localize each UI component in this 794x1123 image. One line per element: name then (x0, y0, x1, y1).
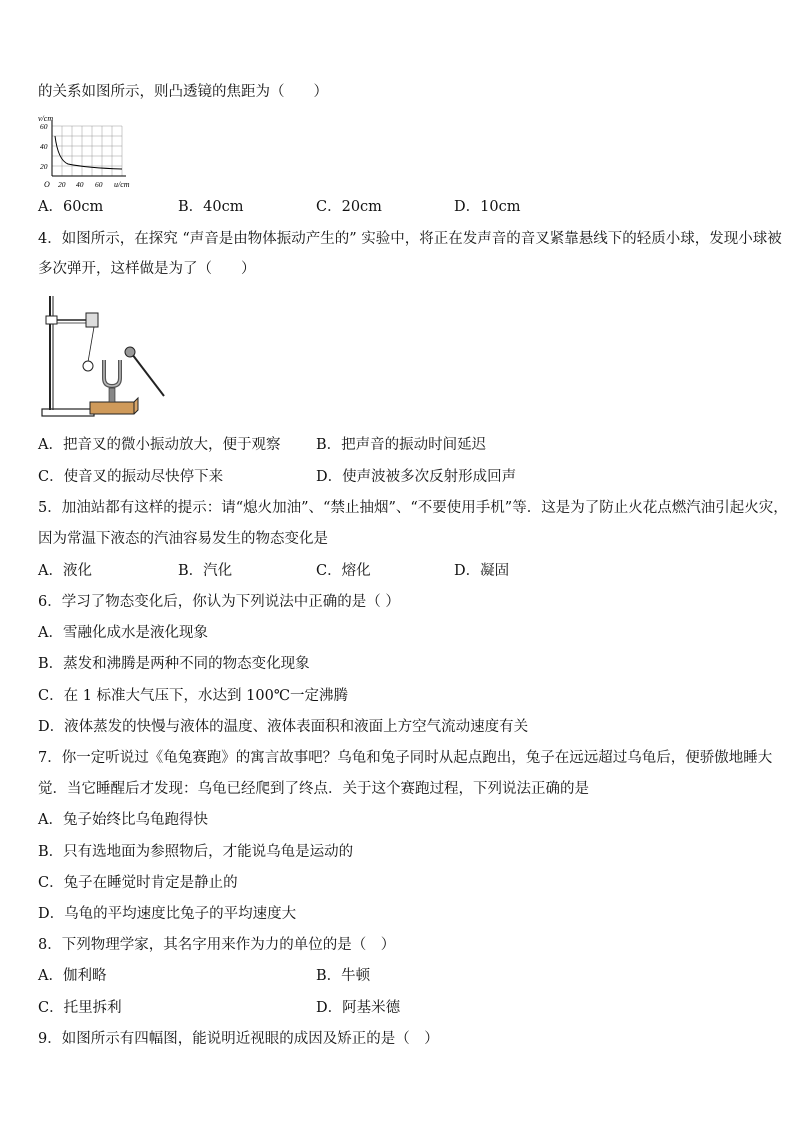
q4-stem-line2: 多次弹开，这样做是为了（ ） (38, 261, 256, 277)
q7-option-d[interactable]: D．乌龟的平均速度比兔子的平均速度大 (38, 906, 297, 922)
q5-option-c[interactable]: C．熔化 (316, 563, 371, 579)
q5-option-b[interactable]: B．汽化 (178, 563, 233, 579)
q3-option-c[interactable]: C．20cm (316, 199, 382, 215)
q6-option-c[interactable]: C．在 1 标准大气压下，水达到 100℃一定沸腾 (38, 688, 349, 704)
q3-graph-origin: O (44, 180, 50, 189)
q5-stem-line2: 因为常温下液态的汽油容易发生的物态变化是 (38, 531, 328, 547)
q7-option-b[interactable]: B．只有选地面为参照物后，才能说乌龟是运动的 (38, 844, 354, 860)
q7-stem-line1: 7．你一定听说过《龟兔赛跑》的寓言故事吧？乌龟和兔子同时从起点跑出，兔子在远远超过乌龟后，便骄傲地睡大 (38, 750, 773, 766)
q8-option-c[interactable]: C．托里拆利 (38, 1000, 122, 1016)
q7-option-a[interactable]: A．兔子始终比乌龟跑得快 (38, 812, 208, 828)
q3-graph-ytick-20: 20 (40, 162, 48, 171)
q4-option-c[interactable]: C．使音叉的振动尽快停下来 (38, 469, 224, 485)
q4-option-d[interactable]: D．使声波被多次反射形成回声 (316, 469, 517, 485)
q7-option-c[interactable]: C．兔子在睡觉时肯定是静止的 (38, 875, 238, 891)
q4-option-a[interactable]: A．把音叉的微小振动放大，便于观察 (38, 437, 281, 453)
q6-option-d[interactable]: D．液体蒸发的快慢与液体的温度、液体表面积和液面上方空气流动速度有关 (38, 719, 529, 735)
q5-option-a[interactable]: A．液化 (38, 563, 92, 579)
q3-graph-xtick-20: 20 (58, 180, 66, 189)
q3-graph-xtick-40: 40 (76, 180, 84, 189)
q5-stem-line1: 5．加油站都有这样的提示：请“熄火加油”、“禁止抽烟”、“不要使用手机”等．这是为了防止火花点燃汽油引起火灾， (38, 500, 788, 516)
q8-option-a[interactable]: A．伽利略 (38, 968, 107, 984)
q6-option-b[interactable]: B．蒸发和沸腾是两种不同的物态变化现象 (38, 656, 310, 672)
q3-option-d[interactable]: D．10cm (454, 199, 521, 215)
q3-graph-ylabel: v/cm (38, 114, 54, 123)
q3-graph-xtick-60: 60 (95, 180, 103, 189)
q6-stem: 6．学习了物态变化后，你认为下列说法中正确的是（ ） (38, 594, 400, 610)
q4-option-b[interactable]: B．把声音的振动时间延迟 (316, 437, 487, 453)
q3-option-b[interactable]: B．40cm (178, 199, 244, 215)
q3-graph-xlabel: u/cm (114, 180, 130, 189)
q7-stem-line2: 觉．当它睡醒后才发现：乌龟已经爬到了终点．关于这个赛跑过程，下列说法正确的是 (38, 781, 589, 797)
q3-stem: 的关系如图所示，则凸透镜的焦距为（ ） (38, 84, 328, 100)
q8-option-b[interactable]: B．牛顿 (316, 968, 371, 984)
q8-option-d[interactable]: D．阿基米德 (316, 1000, 401, 1016)
q4-ball (83, 361, 93, 371)
q4-tuning-fork-figure (38, 290, 168, 420)
q9-stem: 9．如图所示有四幅图，能说明近视眼的成因及矫正的是（ ） (38, 1031, 439, 1047)
q3-graph (38, 112, 138, 190)
q4-stem-line1: 4．如图所示，在探究 “声音是由物体振动产生的” 实验中，将正在发声音的音叉紧靠悬线下的轻质小球，发现小球被 (38, 231, 782, 247)
q6-option-a[interactable]: A．雪融化成水是液化现象 (38, 625, 208, 641)
q3-graph-ytick-60: 60 (40, 122, 48, 131)
q3-graph-ytick-40: 40 (40, 142, 48, 151)
q5-option-d[interactable]: D．凝固 (454, 563, 510, 579)
q3-option-a[interactable]: A．60cm (38, 199, 104, 215)
q8-stem: 8．下列物理学家，其名字用来作为力的单位的是（ ） (38, 937, 396, 953)
